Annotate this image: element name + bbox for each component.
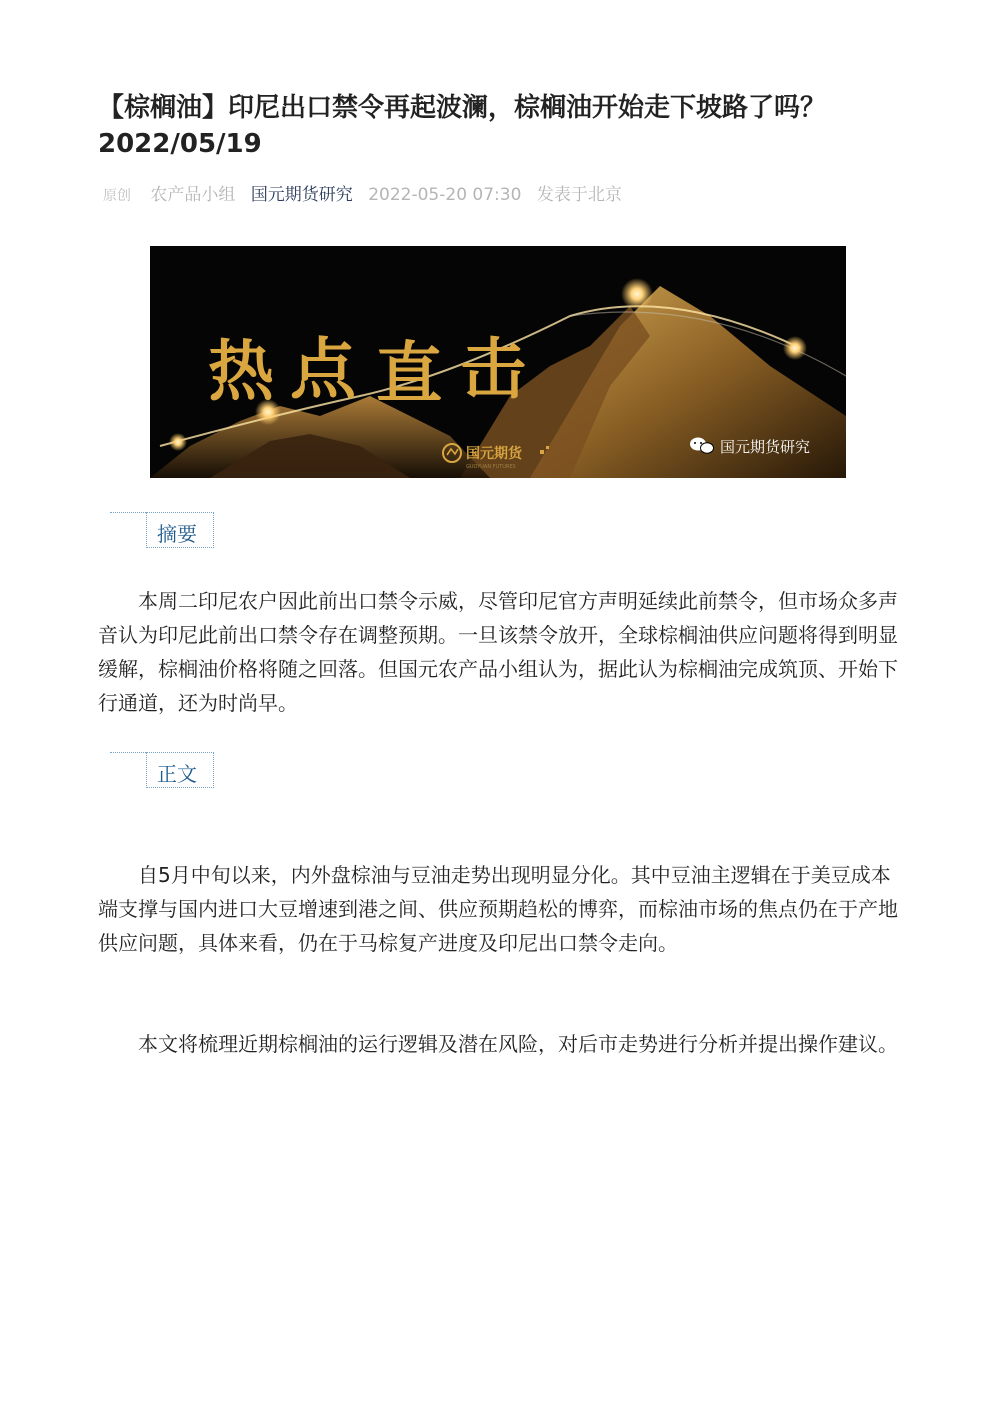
publish-location: 发表于北京 [536,185,622,205]
section-label: 摘要 [157,522,197,546]
body-paragraph: 自5月中旬以来，内外盘棕油与豆油走势出现明显分化。其中豆油主逻辑在于美豆成本端支撑与国内进口大豆增速到港之间、供应预期趋松的博弈，而棕油市场的焦点仍在于产地供应问题，具体来看，仍在于马棕复产进度及印尼出口禁令走向。 [98,863,898,955]
section-tag-summary [110,512,214,548]
summary-paragraph: 本周二印尼农户因此前出口禁令示威，尽管印尼官方声明延续此前禁令，但市场众多声音认为印尼此前出口禁令存在调整预期。一旦该禁令放开，全球棕榈油供应问题将得到明显缓解，棕榈油价格将随之回落。但国元农产品小组认为，据此认为棕榈油完成筑顶、开始下行通道，还为时尚早。 [98,589,898,715]
publish-datetime: 2022-05-20 07:30 [368,185,522,205]
logo-text: 国元期货 [466,446,522,462]
body-paragraph: 本文将梳理近期棕榈油的运行逻辑及潜在风险，对后市走势进行分析并提出操作建议。 [138,1032,898,1056]
section-tag-body [110,752,214,788]
article-title [98,90,898,162]
article-title-line2: 2022/05/19 [98,129,262,159]
headline-char: 点 [290,330,356,408]
headline-char: 热 [208,332,274,410]
headline-char: 直 [376,334,442,412]
account-name-link[interactable]: 国元期货研究 [250,185,353,205]
light-point [621,278,653,310]
banner-artwork [150,246,846,478]
wechat-account-text: 国元期货研究 [720,438,811,456]
section-label: 正文 [157,762,197,786]
hot-topic-banner [150,246,846,478]
author-name: 农产品小组 [150,185,236,205]
article-title-line1: 【棕榈油】印尼出口禁令再起波澜，棕榈油开始走下坡路了吗？ [98,93,827,123]
light-point [169,433,187,451]
article-meta [103,180,632,205]
headline-char: 击 [460,330,526,408]
light-point [783,336,807,360]
logo-subtext: GUOYUAN FUTURES [466,464,516,470]
original-tag: 原创 [103,188,131,204]
